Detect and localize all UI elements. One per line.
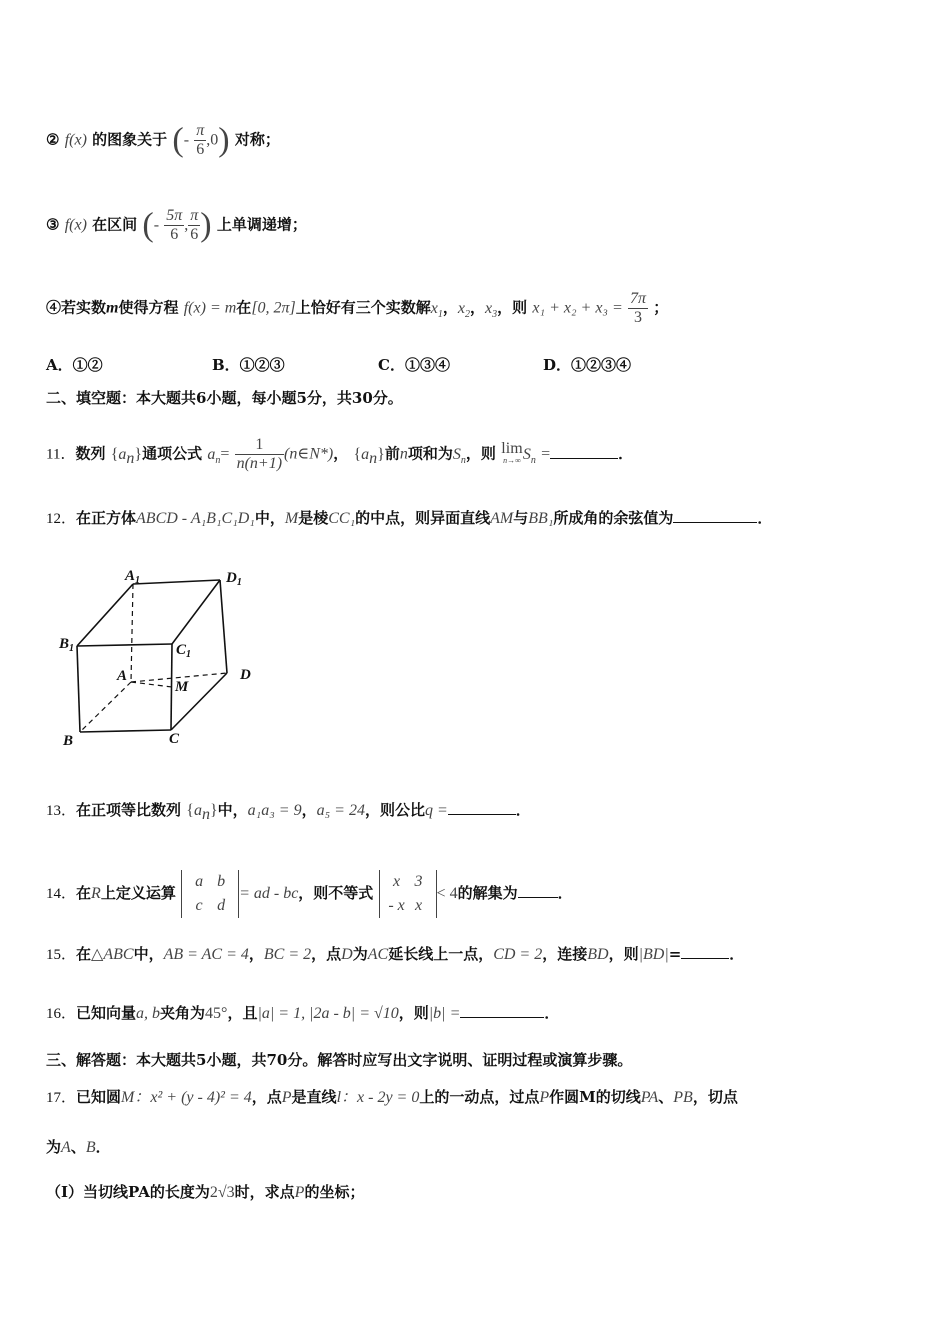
text: 在区间 <box>92 215 138 234</box>
text: 的中点，则异面直线 <box>355 509 491 527</box>
question-number: 15． <box>46 947 77 963</box>
sep: ， <box>470 298 486 317</box>
inequality: < 4 <box>436 885 458 902</box>
paren: ( <box>172 121 184 159</box>
text: 使得方程 <box>118 298 179 317</box>
denominator: 6 <box>196 141 205 158</box>
label-D: D <box>240 667 251 683</box>
Sn: $S_n$ <box>452 445 466 466</box>
question-15: 15．在△ABC中，AB = AC = 4，BC = 2，点D为AC延长线上一点，CD = 2，连接BD，则|BD|= ． <box>46 945 745 963</box>
line-AC: AC <box>367 946 389 963</box>
var-D: D <box>341 946 353 963</box>
var-m: m <box>106 299 119 317</box>
fraction <box>194 122 206 159</box>
marker: ③ <box>46 215 60 234</box>
question-number: 14． <box>46 886 77 902</box>
seq2: $\{a_n\}$ <box>353 445 385 467</box>
var-R: R <box>91 885 101 902</box>
question-17 <box>46 1087 738 1108</box>
text: 的坐标； <box>304 1183 365 1201</box>
fraction-b <box>188 207 200 244</box>
text: 夹角为 <box>160 1004 206 1022</box>
length: 2√3 <box>209 1184 235 1201</box>
var: a <box>118 445 127 463</box>
text: 通项公式 <box>142 444 203 463</box>
section-heading-3: 三、解答题：本大题共5小题，共70分。解答时应写出文字说明、证明过程或演算步骤。 <box>46 1051 633 1069</box>
eq: = <box>220 445 230 463</box>
text: 的长度为 <box>149 1183 210 1201</box>
line-BB1: BB₁ <box>528 510 554 527</box>
text: 上的一动点，过点 <box>419 1088 540 1106</box>
denominator: 6 <box>190 226 199 243</box>
sep: 、 <box>658 1088 674 1106</box>
cell: d <box>217 897 226 914</box>
cond-1: a₁a₃ = 9 <box>247 802 302 819</box>
vectors: a, b <box>136 1005 161 1022</box>
determinant-def <box>181 870 239 918</box>
numerator: 7π <box>630 290 647 307</box>
edge-b1c1 <box>77 644 172 646</box>
text: PA <box>128 1183 150 1201</box>
var: x <box>457 299 466 317</box>
cell: 3 <box>414 873 423 890</box>
var: a <box>361 445 370 463</box>
var-A: A <box>61 1139 71 1156</box>
cell: - x <box>388 897 405 914</box>
math-fx: f(x) <box>64 131 87 149</box>
line-AM: AM <box>490 510 514 527</box>
equation: f(x) = m <box>183 299 237 317</box>
question-number: 16． <box>46 1006 77 1022</box>
text: 数列 <box>75 444 106 463</box>
var: S <box>452 445 461 463</box>
label-C: C <box>169 731 180 747</box>
edge-CC1: CC₁ <box>328 510 356 527</box>
lim-sub: n→∞ <box>503 455 521 465</box>
text: ，点 <box>251 1088 282 1106</box>
var-n: n <box>399 445 408 463</box>
line-BD: BD <box>587 946 609 963</box>
denominator: 3 <box>634 309 643 326</box>
label-A: A <box>117 668 128 684</box>
question-number: 13． <box>46 803 77 819</box>
edge-d1d <box>220 580 227 673</box>
label-C1: $C_1$ <box>176 642 192 660</box>
text: 前 <box>384 444 400 463</box>
lim: lim <box>501 439 523 457</box>
paren: ( <box>142 206 154 244</box>
sep: 、 <box>70 1138 86 1156</box>
x1: $x_1$ <box>430 299 443 320</box>
var: x <box>430 299 438 317</box>
cell: c <box>195 897 203 914</box>
edge-ab <box>80 682 131 732</box>
question-11: 11．数列 $\{a_n\}$通项公式 $a_n=$ $\frac{1}{n(n+1)}$ (n∈N*)， $\{a_n\}$前n项和为$S_n$，则 lim n→∞ $S_n$ = ． <box>46 436 634 472</box>
comma: , <box>184 216 189 234</box>
var-M: M <box>284 510 299 527</box>
definition: = ad - bc <box>239 885 299 902</box>
text: 的切线 <box>595 1088 641 1106</box>
text: ，且 <box>227 1004 258 1022</box>
label-D1: $D_1$ <box>226 570 242 588</box>
text: 在 <box>76 945 92 963</box>
text: 为 <box>46 1138 62 1156</box>
segment-am <box>131 682 172 687</box>
edge-a1a <box>131 584 133 682</box>
text: 的解集为 <box>457 884 518 902</box>
seq: $\{a_n\}$ <box>186 802 218 824</box>
cond-2: a₅ = 24 <box>316 802 365 819</box>
answer-blank[interactable] <box>518 883 558 898</box>
text: 项和为 <box>407 444 453 463</box>
var: a <box>207 445 216 463</box>
text: ，点 <box>311 945 342 963</box>
circle-eq: x² + (y - 4)² = 4 <box>150 1089 252 1106</box>
cond-1: AB = AC = 4 <box>163 946 249 963</box>
text: ， <box>333 444 349 463</box>
fraction <box>235 436 284 473</box>
paren: ) <box>218 121 230 159</box>
sign: - <box>153 216 160 234</box>
cube-figure <box>55 562 265 752</box>
question-12: 12．在正方体ABCD - A₁B₁C₁D₁中，M是棱CC₁的中点，则异面直线AM与BB₁所成角的余弦值为 ． <box>46 509 773 527</box>
marker: ④ <box>46 298 62 317</box>
text: 与 <box>513 509 529 527</box>
label-B: B <box>63 733 74 749</box>
var: x <box>485 299 493 317</box>
text: 中， <box>217 801 248 819</box>
text: ，则 <box>398 1004 429 1022</box>
text: 延长线上一点， <box>388 945 494 963</box>
var-q: q = <box>424 802 448 819</box>
line-name: l： <box>336 1089 358 1106</box>
interval: [0, 2π] <box>251 299 296 317</box>
cond-3: CD = 2 <box>493 946 543 963</box>
numerator: 5π <box>166 207 183 224</box>
text: 的图象关于 <box>92 130 168 149</box>
var: S <box>522 445 531 463</box>
text: ，则不等式 <box>298 884 374 902</box>
condition: |a| = 1, |2a - b| = √10 <box>257 1005 399 1022</box>
condition: (n∈N*) <box>284 445 334 463</box>
option-d: D．①②③④ <box>543 356 632 374</box>
edge-b1b <box>77 646 80 732</box>
var-P: P <box>294 1184 305 1201</box>
seq: $\{a_n\}$ <box>110 445 143 467</box>
text: （Ⅰ）当切线 <box>46 1183 129 1201</box>
edge-a1d1 <box>133 580 220 584</box>
item-3 <box>46 207 307 244</box>
eq: = <box>668 945 682 963</box>
question-16: 16．已知向量a, b夹角为45°，且|a| = 1, |2a - b| = √10，则|b| = ． <box>46 1004 560 1022</box>
text: 上单调递增； <box>216 215 307 234</box>
abs-BD: |BD| <box>638 946 669 963</box>
question-13: 13．在正项等比数列 $\{a_n\}$中，a₁a₃ = 9，a₅ = 24，则公比q = ． <box>46 801 531 824</box>
answer-blank[interactable] <box>448 800 516 815</box>
answer-blank[interactable] <box>460 1003 544 1018</box>
var-P: P <box>281 1089 292 1106</box>
item-4 <box>46 290 668 327</box>
limS: $S_n$ <box>522 445 536 466</box>
sep: ， <box>442 298 458 317</box>
label-B1: $B_1$ <box>59 636 75 654</box>
edge-d1c1 <box>172 580 220 644</box>
limit <box>501 439 523 467</box>
line-eq: x - 2y = 0 <box>357 1089 420 1106</box>
text: 若实数 <box>61 298 107 317</box>
text: ． <box>95 1138 111 1156</box>
cell: x <box>414 897 423 914</box>
text: 在 <box>236 298 252 317</box>
text: M <box>579 1088 596 1106</box>
numerator: π <box>190 207 199 224</box>
question-17-part-1 <box>46 1182 364 1203</box>
cell: x <box>392 873 401 890</box>
triangle: △ABC <box>91 946 134 963</box>
text: 中， <box>133 945 164 963</box>
circle-name: M： <box>121 1089 151 1106</box>
point-tail: ,0 <box>206 131 219 149</box>
text: 对称； <box>234 130 280 149</box>
fraction <box>628 290 648 327</box>
text: ，则 <box>465 444 496 463</box>
var-P: P <box>539 1089 550 1106</box>
eq: = <box>541 445 551 463</box>
paren: ) <box>200 206 212 244</box>
text: ，则 <box>497 298 528 317</box>
text: ，切点 <box>692 1088 738 1106</box>
text: 为 <box>352 945 368 963</box>
text: 是棱 <box>298 509 329 527</box>
marker: ② <box>46 130 60 149</box>
numerator: 1 <box>235 436 284 455</box>
cell: b <box>217 873 226 890</box>
item-2 <box>46 122 280 159</box>
text: 中， <box>254 509 285 527</box>
text: 在正方体 <box>76 509 137 527</box>
sign: - <box>183 131 190 149</box>
cell: a <box>195 873 204 890</box>
text: ； <box>653 298 669 317</box>
angle: 45° <box>205 1005 228 1022</box>
text: 上定义运算 <box>100 884 176 902</box>
answer-blank[interactable] <box>681 944 729 959</box>
var-B: B <box>85 1139 96 1156</box>
text: 所成角的余弦值为 <box>553 509 674 527</box>
label-M: M <box>175 679 189 695</box>
determinant-ineq <box>379 870 437 918</box>
text: 时，求点 <box>234 1183 295 1201</box>
answer-blank[interactable] <box>550 444 618 459</box>
label-A1: $A_1$ <box>125 568 141 586</box>
text: ，连接 <box>542 945 588 963</box>
section-heading-2: 二、填空题：本大题共6小题，每小题5分，共30分。 <box>46 389 403 407</box>
text: 在 <box>76 884 92 902</box>
numerator: π <box>196 122 205 139</box>
fraction-a <box>164 207 184 244</box>
edge-b1a1 <box>77 584 133 646</box>
denominator: n(n+1) <box>236 455 283 472</box>
var: a <box>193 802 202 819</box>
cond-2: BC = 2 <box>263 946 312 963</box>
option-b: B．①②③ <box>212 356 285 374</box>
cube: ABCD - A₁B₁C₁D₁ <box>136 510 255 527</box>
answer-blank[interactable] <box>673 508 757 523</box>
x3: $x_3$ <box>485 299 498 320</box>
text: 作圆 <box>549 1088 580 1106</box>
sum-expr: x₁ + x₂ + x₃ = <box>532 299 623 317</box>
text: 在正项等比数列 <box>76 801 182 819</box>
question-number: 11． <box>46 446 76 463</box>
denominator: 6 <box>170 226 179 243</box>
question-number: 17． <box>46 1090 77 1106</box>
text: 已知圆 <box>76 1088 122 1106</box>
question-14: 14．在R上定义运算 a b c d= ad - bc，则不等式 x 3 - x x< 4的解集为 ． <box>46 870 573 918</box>
text: ，则公比 <box>364 801 425 819</box>
option-c: C．①③④ <box>378 356 450 374</box>
x2: $x_2$ <box>457 299 471 320</box>
text: 已知向量 <box>76 1004 137 1022</box>
line-PA: PA <box>640 1089 659 1106</box>
math-fx: f(x) <box>64 216 87 234</box>
text: 上恰好有三个实数解 <box>295 298 431 317</box>
question-number: 12． <box>46 511 77 527</box>
an: $a_n$ <box>207 445 221 466</box>
text: 是直线 <box>291 1088 337 1106</box>
line-PB: PB <box>673 1089 693 1106</box>
text: ，则 <box>608 945 639 963</box>
question-17-cont <box>46 1137 111 1158</box>
option-a: A．①② <box>46 356 103 374</box>
edge-bc <box>80 730 171 732</box>
target: |b| = <box>428 1005 461 1022</box>
